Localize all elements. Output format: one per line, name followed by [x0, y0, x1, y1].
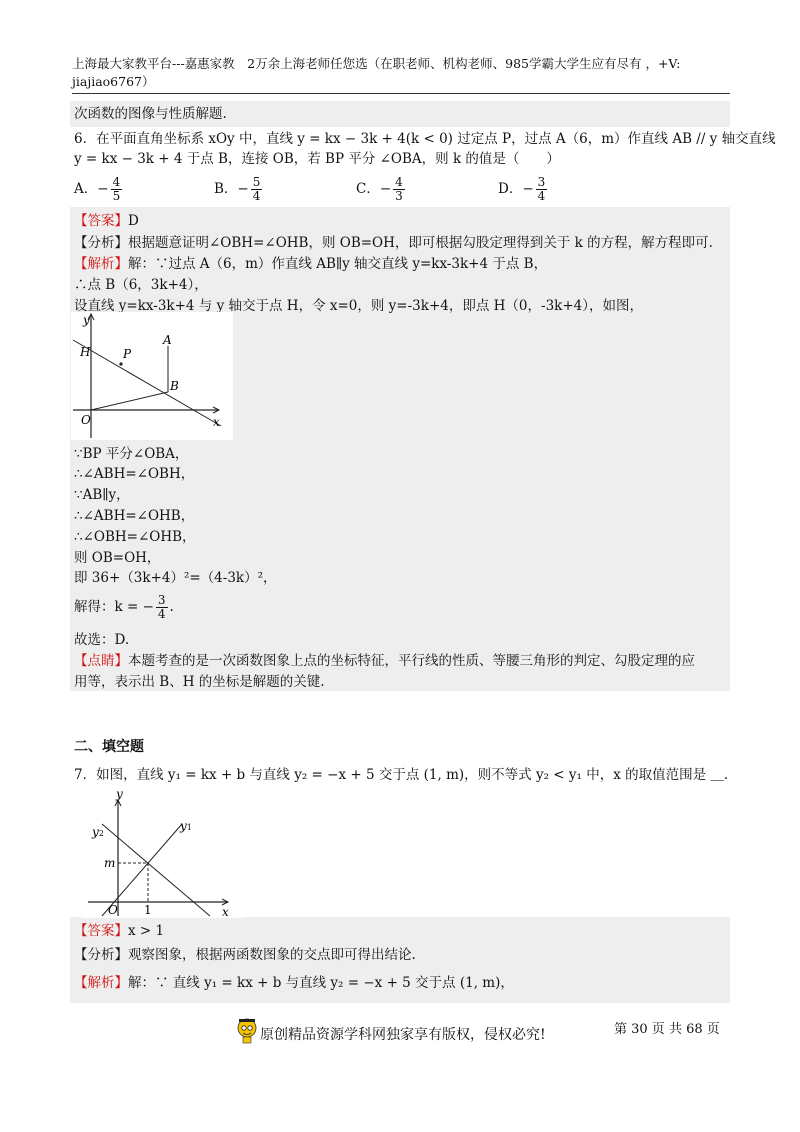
solution-step-4: ∵BP 平分∠OBA，	[74, 446, 189, 462]
fig1-label-a: A	[163, 333, 172, 347]
comment-line-1: 【点睛】本题考查的是一次函数图象上点的坐标特征，平行线的性质、等腰三角形的判定、勾股定理的应	[74, 653, 695, 669]
solution-step-10: 即 36+（3k+4）²=（4-3k）²，	[74, 570, 277, 586]
fig1-label-x: x	[213, 415, 220, 429]
solution-step-9: 则 OB=OH，	[74, 550, 161, 566]
solution-step-12: 故选：D.	[74, 632, 130, 648]
solution-step-11: 解得：k = − $\frac{3}{4}$ .	[74, 593, 174, 621]
solution-step-8: ∴∠OBH=∠OHB，	[74, 529, 196, 545]
fig2-label-y1: y1	[180, 819, 192, 833]
fig1-label-o: O	[81, 413, 91, 427]
solution-step-5: ∴∠ABH=∠OBH，	[74, 466, 195, 482]
question-7-line: 7．如图，直线 y₁ = kx + b 与直线 y₂ = −x + 5 交于点 (1, m)，则不等式 y₂ < y₁ 中，x 的取值范围是 ＿.	[74, 767, 729, 783]
figure-q6	[71, 312, 233, 440]
fig2-label-x: x	[222, 905, 229, 918]
page-number: 第 30 页 共 68 页	[614, 1022, 720, 1037]
fig1-label-b: B	[170, 379, 179, 393]
fig2-label-o: O	[108, 903, 118, 917]
fig2-label-y2: y2	[92, 825, 104, 839]
fig1-label-p: P	[123, 347, 132, 361]
solution-step-3: 设直线 y=kx-3k+4 与 y 轴交于点 H，令 x=0，则 y=-3k+4，即点 H（0，-3k+4），如图，	[74, 298, 643, 314]
mascot-icon	[236, 1016, 258, 1044]
header-divider	[72, 93, 730, 94]
fig2-label-y: y	[116, 790, 123, 801]
page-header: 上海最大家教平台---嘉惠家教 2万余上海老师任您选（在职老师、机构老师、985学霸大学生应有尽有 ，+V: jiajiao6767）	[72, 56, 681, 89]
solution-step-2: ∴点 B（6，3k+4），	[74, 277, 208, 293]
question-6-line-2: y = kx − 3k + 4 于点 B，连接 OB，若 BP 平分 ∠OBA，则 k 的值是（ ）	[74, 151, 560, 167]
analysis-line-q7: 【分析】观察图象，根据两函数图象的交点即可得出结论.	[74, 947, 416, 963]
option-a: A．− $\frac{4}{5}$	[74, 175, 121, 203]
option-d: D．− $\frac{3}{4}$	[498, 175, 546, 203]
fig1-label-h: H	[80, 345, 91, 359]
fig1-label-y: y	[83, 313, 90, 327]
answer-line-q7: 【答案】x > 1	[74, 923, 165, 939]
answer-line-q6: 【答案】D	[74, 213, 139, 229]
solution-line-q7: 【解析】解：∵ 直线 y₁ = kx + b 与直线 y₂ = −x + 5 交于点 (1, m)，	[74, 975, 514, 991]
figure-q7	[82, 790, 242, 918]
fig2-label-1: 1	[144, 903, 152, 917]
analysis-line-q6: 【分析】根据题意证明∠OBH=∠OHB，则 OB=OH，即可根据勾股定理得到关于 k 的方程，解方程即可.	[74, 235, 713, 251]
solution-line-q6: 【解析】解：∵过点 A（6，m）作直线 AB∥y 轴交直线 y=kx-3k+4 于点 B，	[74, 256, 548, 272]
solution-step-7: ∴∠ABH=∠OHB，	[74, 508, 195, 524]
fig2-label-m: m	[104, 856, 116, 870]
option-b: B．− $\frac{5}{4}$	[214, 175, 261, 203]
question-6-line-1: 6．在平面直角坐标系 xOy 中，直线 y = kx − 3k + 4(k < 0) 过定点 P，过点 A（6，m）作直线 AB // y 轴交直线	[74, 131, 776, 147]
option-c: C．− $\frac{4}{3}$	[356, 175, 403, 203]
copyright-text: 原创精品资源学科网独家享有版权，侵权必究!	[260, 1027, 546, 1043]
solution-step-6: ∵AB∥y，	[74, 487, 130, 503]
comment-line-2: 用等，表示出 B、H 的坐标是解题的关键.	[74, 674, 325, 690]
intro-end-line: 次函数的图像与性质解题.	[74, 106, 227, 122]
section-title: 二、填空题	[74, 739, 144, 755]
